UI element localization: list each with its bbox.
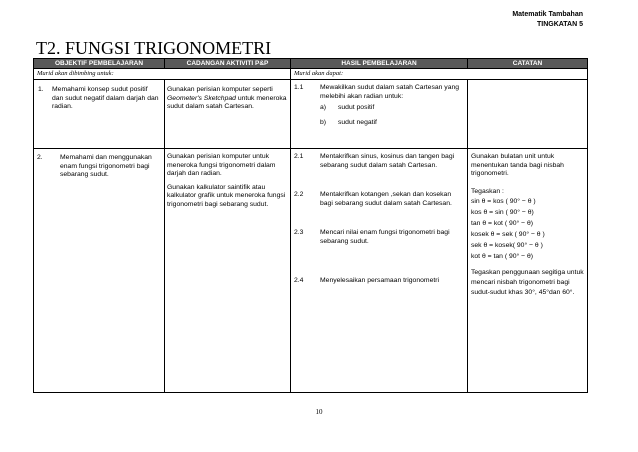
- outcome-sub-text: sudut negatif: [338, 118, 377, 126]
- table-header-row: [34, 59, 588, 69]
- subheader-guided: Murid akan dibimbing untuk:: [34, 69, 291, 80]
- outcome-cell: [291, 149, 468, 393]
- objective-text: Memahami konsep sudut positif dan sudut negatif dalam darjah dan radian.: [52, 86, 159, 111]
- outcome-number: 2.1: [294, 153, 304, 160]
- identity-item: sin θ = kos ( 90° − θ ): [471, 198, 536, 206]
- objective-number: 2.: [37, 154, 43, 161]
- notes-cell: [468, 149, 588, 393]
- objective-cell: [34, 80, 165, 149]
- outcome-text: Menyelesaikan persamaan trigonometri: [320, 276, 440, 284]
- table-row: [34, 80, 588, 149]
- notes-text: Gunakan bulatan unit untuk menentukan tanda bagi nisbah trigonometri.: [471, 153, 564, 178]
- outcome-text: Mentakrifkan kotangen ,sekan dan kosekan bagi sebarang sudut dalam satah Cartesan.: [320, 191, 452, 207]
- outcome-cell: [291, 80, 468, 149]
- outcome-sub-label: b): [320, 118, 327, 126]
- column-header-hasil: HASIL PEMBELAJARAN: [291, 59, 468, 69]
- subheader-able: Murid akan dapat:: [291, 69, 588, 80]
- document-header: [512, 10, 583, 30]
- page-title: T2. FUNGSI TRIGONOMETRI: [36, 38, 272, 58]
- subject-name: Matematik Tambahan: [512, 11, 583, 18]
- outcome-number: 2.2: [294, 191, 304, 199]
- outcome-sub-text: sudut positif: [338, 104, 375, 112]
- outcome-text: Mencari nilai enam fungsi trigonometri bagi sebarang sudut.: [320, 229, 450, 245]
- column-header-objektif: OBJEKTIF PEMBELAJARAN: [34, 59, 165, 69]
- objective-text: Memahami dan menggunakan enam fungsi trigonometri bagi sebarang sudut.: [60, 154, 152, 179]
- outcome-text: Mentakrifkan sinus, kosinus dan tangen bagi sebarang sudut dalam satah Cartesan.: [320, 153, 455, 169]
- identity-item: tan θ = kot ( 90° − θ): [471, 220, 534, 228]
- identity-item: kot θ = tan ( 90° − θ): [471, 253, 534, 261]
- outcome-number: 2.4: [294, 276, 304, 284]
- notes-cell: [468, 80, 588, 149]
- identity-item: kosek θ = sek ( 90° − θ ): [471, 231, 545, 239]
- outcome-number: 2.3: [294, 229, 304, 237]
- notes-emphasis-label: Tegaskan :: [471, 187, 504, 195]
- outcome-number: 1.1: [294, 84, 304, 91]
- activity-text: Gunakan perisian komputer seperti: [167, 86, 273, 93]
- activity-software-name: Geometer's Sketchpad: [167, 94, 236, 102]
- identity-item: kos θ = sin ( 90° − θ): [471, 209, 534, 217]
- notes-text: Tegaskan penggunaan segitiga untuk mencari nisbah trigonometri bagi sudut-sudut khas 30°, 45°dan 60°.: [471, 269, 584, 297]
- form-level: TINGKATAN 5: [536, 21, 583, 28]
- activity-text: Gunakan kalkulator saintifik atau kalkulator grafik untuk meneroka fungsi trigonometri bagi sebarang sudut.: [167, 183, 286, 208]
- identity-item: sek θ = kosek( 90° − θ ): [471, 242, 543, 250]
- objective-number: 1.: [38, 86, 44, 93]
- identity-list: [471, 196, 584, 262]
- activity-cell: [165, 80, 291, 149]
- page-number: 10: [315, 408, 323, 416]
- outcome-text: Mewakilkan sudut dalam satah Cartesan yang melebihi akan radian untuk:: [320, 84, 460, 100]
- table-subheader-row: [34, 69, 588, 80]
- objective-cell: [34, 149, 165, 393]
- outcome-sub-label: a): [320, 104, 327, 112]
- activity-text: Gunakan perisian komputer untuk meneroka fungsi trigonometri dalam darjah dan radian.: [167, 153, 276, 178]
- activity-text-end: untuk meneroka sudut dalam satah Cartesan.: [167, 94, 287, 111]
- activity-cell: [165, 149, 291, 393]
- syllabus-table: [33, 58, 588, 393]
- column-header-aktiviti: CADANGAN AKTIVITI P&P: [165, 59, 291, 69]
- column-header-catatan: CATATAN: [468, 59, 588, 69]
- table-row: [34, 149, 588, 393]
